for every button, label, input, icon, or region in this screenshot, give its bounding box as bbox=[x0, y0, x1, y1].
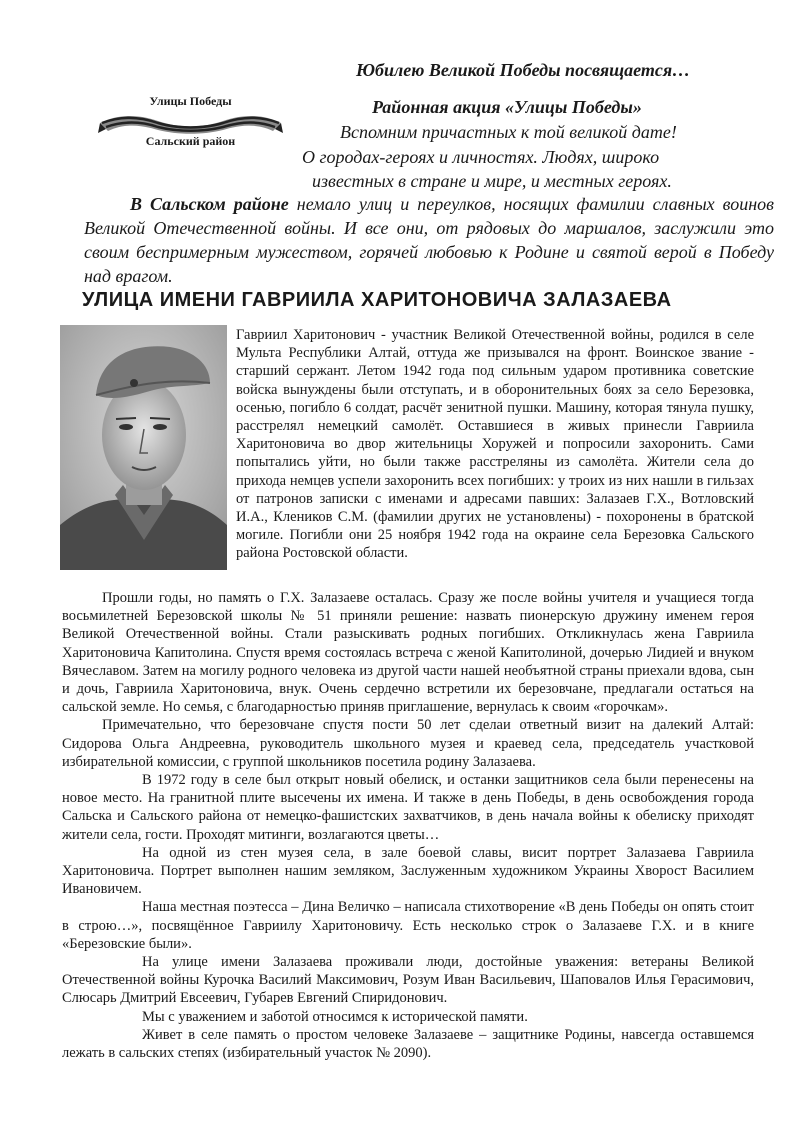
article-title: УЛИЦА ИМЕНИ ГАВРИИЛА ХАРИТОНОВИЧА ЗАЛАЗАЕВА bbox=[82, 289, 672, 311]
st-george-ribbon-icon bbox=[98, 112, 283, 134]
logo-ulitsy-pobedy bbox=[98, 92, 283, 152]
paragraph-obelisk: В 1972 году в селе был открыт новый обелиск, и останки защитников села были перенесены на новое место. На гранитной плите высечены их имена. И также в день Победы, в день освобождения города Сальска и Сальского района от немецко-фашистских захватчиков, в день начала войны к обелиску приходят жители села, гости. Проходят митинги, возлагаются цветы… bbox=[62, 772, 754, 843]
paragraph-memory-care: Мы с уважением и заботой относимся к исторической памяти. bbox=[142, 1008, 528, 1025]
paragraph-poem: Наша местная поэтесса – Дина Величко – написала стихотворение «В день Победы он опять стоит в строю…», посвящённое Гавриилу Харитоновичу. Есть несколько строк о Залазаеве Г.Х. и в книге «Березовские были». bbox=[62, 899, 754, 952]
portrait-photo bbox=[60, 325, 227, 570]
paragraph-veterans: На улице имени Залазаева проживали люди, достойные уважения: ветераны Великой Отечественной войны Курочка Василий Максимович, Розум Иван Васильевич, Шаповалов Илья Герасимович, Слюсарь Дмитрий Евсеевич, Губарев Евгений Спиридонович. bbox=[62, 954, 754, 1007]
paragraph-museum-portrait: На одной из стен музея села, в зале боевой славы, висит портрет Залазаева Гавриила Харитоновича. Портрет выполнен нашим земляком, Заслуженным художником Украины Хворост Василием Ивановичем. bbox=[62, 844, 754, 898]
logo-top-text: Улицы Победы bbox=[149, 94, 232, 108]
paragraph-closing: Живет в селе память о простом человеке Залазаеве – защитнике Родины, навсегда оставшемся лежать в сальских степях (избирательный участок № 2090). bbox=[62, 1026, 754, 1062]
header-line-1: Вспомним причастных к той великой дате! bbox=[340, 122, 677, 142]
paragraph-postwar-memory: Прошли годы, но память о Г.Х. Залазаеве осталась. Сразу же после войны учителя и учащиеся тогда восьмилетней Березовской школы № 51 приняли решение: назвать пионерскую дружину именем героя Великой Отечественной войны. Стали разыскивать родных погибших. Откликнулась жена Гавриила Харитоновича Капитолина. Спустя время состоялась встреча с женой Капитолиной, дочерью Лидией и внуком Вячеславом. Затем на могилу родного человека из другой части нашей необъятной страны приехали вдова, сын и дочь, Гавриила Харитоновича, внук. Очень сердечно встретили их березовчане, предлагали остаться на сальской земле. Но семья, с благодарностью приняв приглашение, вернулась к своим «горочкам». bbox=[62, 590, 754, 716]
article-body bbox=[62, 589, 754, 1062]
dedication-heading: Юбилею Великой Победы посвящается… bbox=[356, 60, 691, 80]
intro-bold-start: В Сальском районе bbox=[130, 194, 289, 214]
header-line-2: О городах-героях и личностях. Людях, широко bbox=[302, 147, 660, 167]
intro-paragraph bbox=[84, 192, 774, 288]
biography-text: Гавриил Харитонович - участник Великой Отечественной войны, родился в селе Мульта Республики Алтай, оттуда же призывался на фронт. Воинское звание - старший сержант. Летом 1942 года под сильным ударом противника советские войска вынуждены были отступать, и в оборонительных боях за село Березовка, осенью, погибло 6 солдат, расчёт зенитной пушки. Машину, которая тянула пушку, расстрелял немецкий самолёт. Оставшиеся в живых принесли Гавриила Харитоновича во двор жительницы Хоружей и попросили захоронить. Сами попытались уйти, но были также расстреляны из самолёта. Жители села до прихода немцев успели захоронить всех погибших: у троих из них нашли в гильзах от патронов записки с именами и адресами павших: Залазаев Г.Х., Вотловский И.А., Клеников С.М. (фамилии других не установлены) - похоронены в братской могиле. Погибли они 25 ноября 1942 года на окраине села Березовка Сальского района Ростовской области. bbox=[236, 327, 754, 562]
action-heading: Районная акция «Улицы Победы» bbox=[372, 97, 642, 117]
intro-text: немало улиц и переулков, носящих фамилии славных воинов Великой Отечественной войны. И все они, от рядовых до маршалов, заслужили это своим беспримерным мужеством, горячей любовью к Родине и святой верой в Победу над врагом. bbox=[84, 194, 774, 286]
logo-bottom-text: Сальский район bbox=[145, 134, 236, 148]
paragraph-altai-visit: Примечательно, что березовчане спустя пости 50 лет сделаи ответный визит на далекий Алтай: Сидорова Ольга Андреевна, руководитель школьного музея и краевед села, председатель участковой избирательной комиссии, с группой школьников посетила родину Залазаева. bbox=[62, 717, 754, 770]
header-line-3: известных в стране и мире, и местных героях. bbox=[312, 171, 672, 191]
